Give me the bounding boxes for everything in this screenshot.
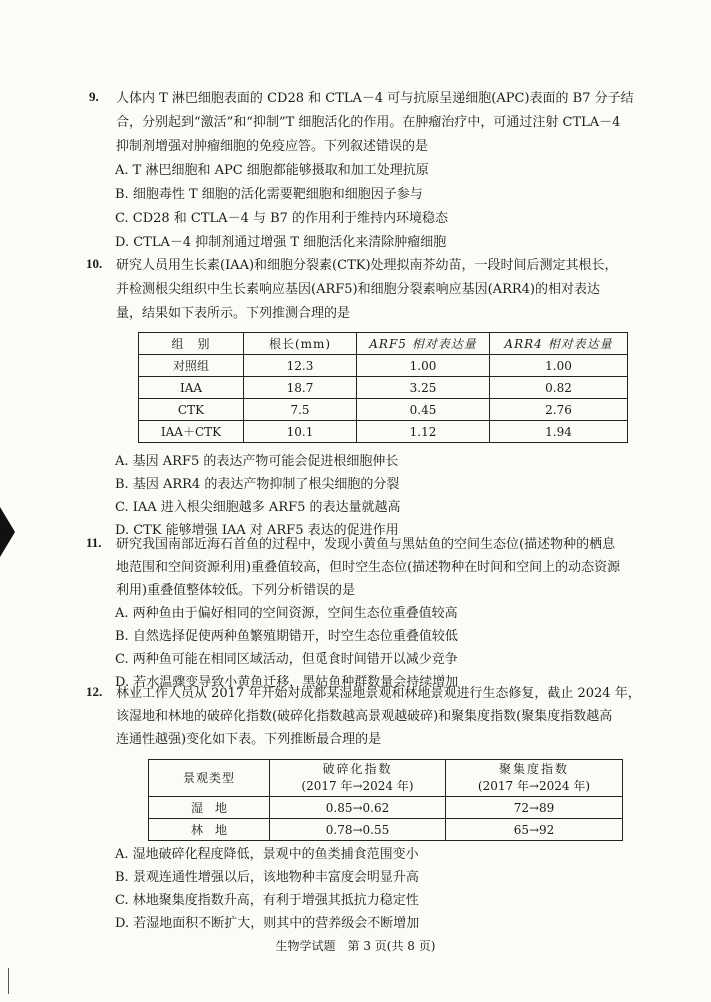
- table-cell: 林 地: [149, 819, 270, 841]
- table-header: 景观类型: [149, 760, 270, 797]
- table-header-title: 聚集度指数: [498, 762, 569, 776]
- question-number: 11.: [86, 535, 102, 550]
- option-d: D. 若水温骤变导致小黄鱼迁移，黑姑鱼种群数量会持续增加: [115, 675, 459, 690]
- question-number: 12.: [86, 684, 103, 699]
- question-text: 连通性越强)变化如下表。下列推断最合理的是: [116, 732, 382, 747]
- option-b: B. 自然选择促使两种鱼繁殖期错开，时空生态位重叠值较低: [115, 629, 458, 644]
- table-cell: 72→89: [446, 797, 623, 819]
- option-a: A. 湿地破碎化程度降低，景观中的鱼类捕食范围变小: [115, 847, 419, 862]
- page-footer: 生物学试题 第 3 页(共 8 页): [275, 939, 436, 953]
- question-text: 研究人员用生长素(IAA)和细胞分裂素(CTK)处理拟南芥幼苗，一段时间后测定其根长，: [116, 258, 618, 273]
- table-cell: 65→92: [446, 819, 623, 841]
- table-cell: 0.45: [357, 399, 490, 421]
- option-c: C. 两种鱼可能在相同区域活动，但觅食时间错开以减少竞争: [115, 652, 458, 667]
- question-text: 林业工作人员从 2017 年开始对成都某湿地景观和林地景观进行生态修复，截止 2024 年，: [116, 686, 641, 701]
- table-row: [149, 797, 623, 819]
- table-cell: 18.7: [244, 377, 357, 399]
- table-row: [139, 421, 628, 443]
- question-text: 利用)重叠值整体较低。下列分析错误的是: [116, 583, 356, 598]
- table-cell: 7.5: [244, 399, 357, 421]
- table-row: [149, 819, 623, 841]
- option-c: C. CD28 和 CTLA－4 与 B7 的作用利于维持内环境稳态: [115, 211, 449, 226]
- question-text: 人体内 T 淋巴细胞表面的 CD28 和 CTLA－4 可与抗原呈递细胞(APC)表面的 B7 分子结: [116, 91, 634, 106]
- option-a: A. T 淋巴细胞和 APC 细胞都能够摄取和加工处理抗原: [115, 163, 429, 178]
- table-cell: 10.1: [244, 421, 357, 443]
- option-b: B. 基因 ARR4 的表达产物抑制了根尖细胞的分裂: [115, 477, 400, 492]
- option-c: C. 林地聚集度指数升高，有利于增强其抵抗力稳定性: [115, 893, 419, 908]
- table-cell: 0.82: [490, 377, 628, 399]
- table-header: 根长(mm): [244, 333, 357, 355]
- table-cell: 0.85→0.62: [270, 797, 446, 819]
- question-text: 研究我国南部近海石首鱼的过程中，发现小黄鱼与黑姑鱼的空间生态位(描述物种的栖息: [116, 537, 616, 552]
- option-d: D. 若湿地面积不断扩大，则其中的营养级会不断增加: [115, 916, 420, 931]
- table-row: [139, 377, 628, 399]
- table-header: ARF5 相对表达量: [357, 333, 490, 355]
- option-b: B. 细胞毒性 T 细胞的活化需要靶细胞和细胞因子参与: [115, 187, 423, 202]
- table-cell: 12.3: [244, 355, 357, 377]
- table-cell: 1.00: [490, 355, 628, 377]
- binding-arrow-icon: [0, 507, 15, 557]
- option-c: C. IAA 进入根尖细胞越多 ARF5 的表达量就越高: [115, 500, 401, 515]
- table-cell: 1.00: [357, 355, 490, 377]
- option-a: A. 两种鱼由于偏好相同的空间资源，空间生态位重叠值较高: [115, 606, 458, 621]
- question-text: 合，分别起到“激活”和“抑制”T 细胞活化的作用。在肿瘤治疗中，可通过注射 CTLA－4: [116, 115, 621, 130]
- table-header-title: 破碎化指数: [322, 762, 393, 776]
- table-cell: 1.12: [357, 421, 490, 443]
- question-text: 地范围和空间资源利用)重叠值较高，但时空生态位(描述物种在时间和空间上的动态资源: [116, 560, 621, 575]
- data-table: [138, 332, 628, 443]
- table-header-row: [139, 333, 628, 355]
- question-number: 10.: [86, 256, 103, 271]
- question-text: 量，结果如下表所示。下列推测合理的是: [116, 306, 351, 321]
- table-cell: IAA＋CTK: [139, 421, 244, 443]
- table-row: [139, 399, 628, 421]
- table-cell: 对照组: [139, 355, 244, 377]
- option-a: A. 基因 ARF5 的表达产物可能会促进根细胞伸长: [115, 454, 399, 469]
- table-header: ARR4 相对表达量: [490, 333, 628, 355]
- table-header-subtitle: (2017 年→2024 年): [477, 779, 591, 793]
- table-cell: IAA: [139, 377, 244, 399]
- question-number: 9.: [89, 89, 99, 104]
- table-row: [139, 355, 628, 377]
- question-text: 该湿地和林地的破碎化指数(破碎化指数越高景观越破碎)和聚集度指数(聚集度指数越高: [116, 709, 613, 724]
- table-header-row: [149, 760, 623, 797]
- option-d: D. CTLA－4 抑制剂通过增强 T 细胞活化来清除肿瘤细胞: [115, 235, 447, 250]
- table-header: 组 别: [139, 333, 244, 355]
- option-b: B. 景观连通性增强以后，该地物种丰富度会明显升高: [115, 870, 419, 885]
- table-cell: 1.94: [490, 421, 628, 443]
- table-header-subtitle: (2017 年→2024 年): [301, 779, 414, 793]
- margin-divider: [8, 968, 9, 994]
- question-text: 抑制剂增强对肿瘤细胞的免疫应答。下列叙述错误的是: [116, 139, 429, 154]
- table-cell: 3.25: [357, 377, 490, 399]
- table-header: [446, 760, 623, 797]
- question-text: 并检测根尖组织中生长素响应基因(ARF5)和细胞分裂素响应基因(ARR4)的相对表达: [116, 282, 600, 297]
- option-d: D. CTK 能够增强 IAA 对 ARF5 表达的促进作用: [115, 523, 399, 538]
- table-cell: 2.76: [490, 399, 628, 421]
- data-table: [148, 759, 623, 841]
- table-cell: 湿 地: [149, 797, 270, 819]
- table-header: [270, 760, 446, 797]
- table-cell: 0.78→0.55: [270, 819, 446, 841]
- table-cell: CTK: [139, 399, 244, 421]
